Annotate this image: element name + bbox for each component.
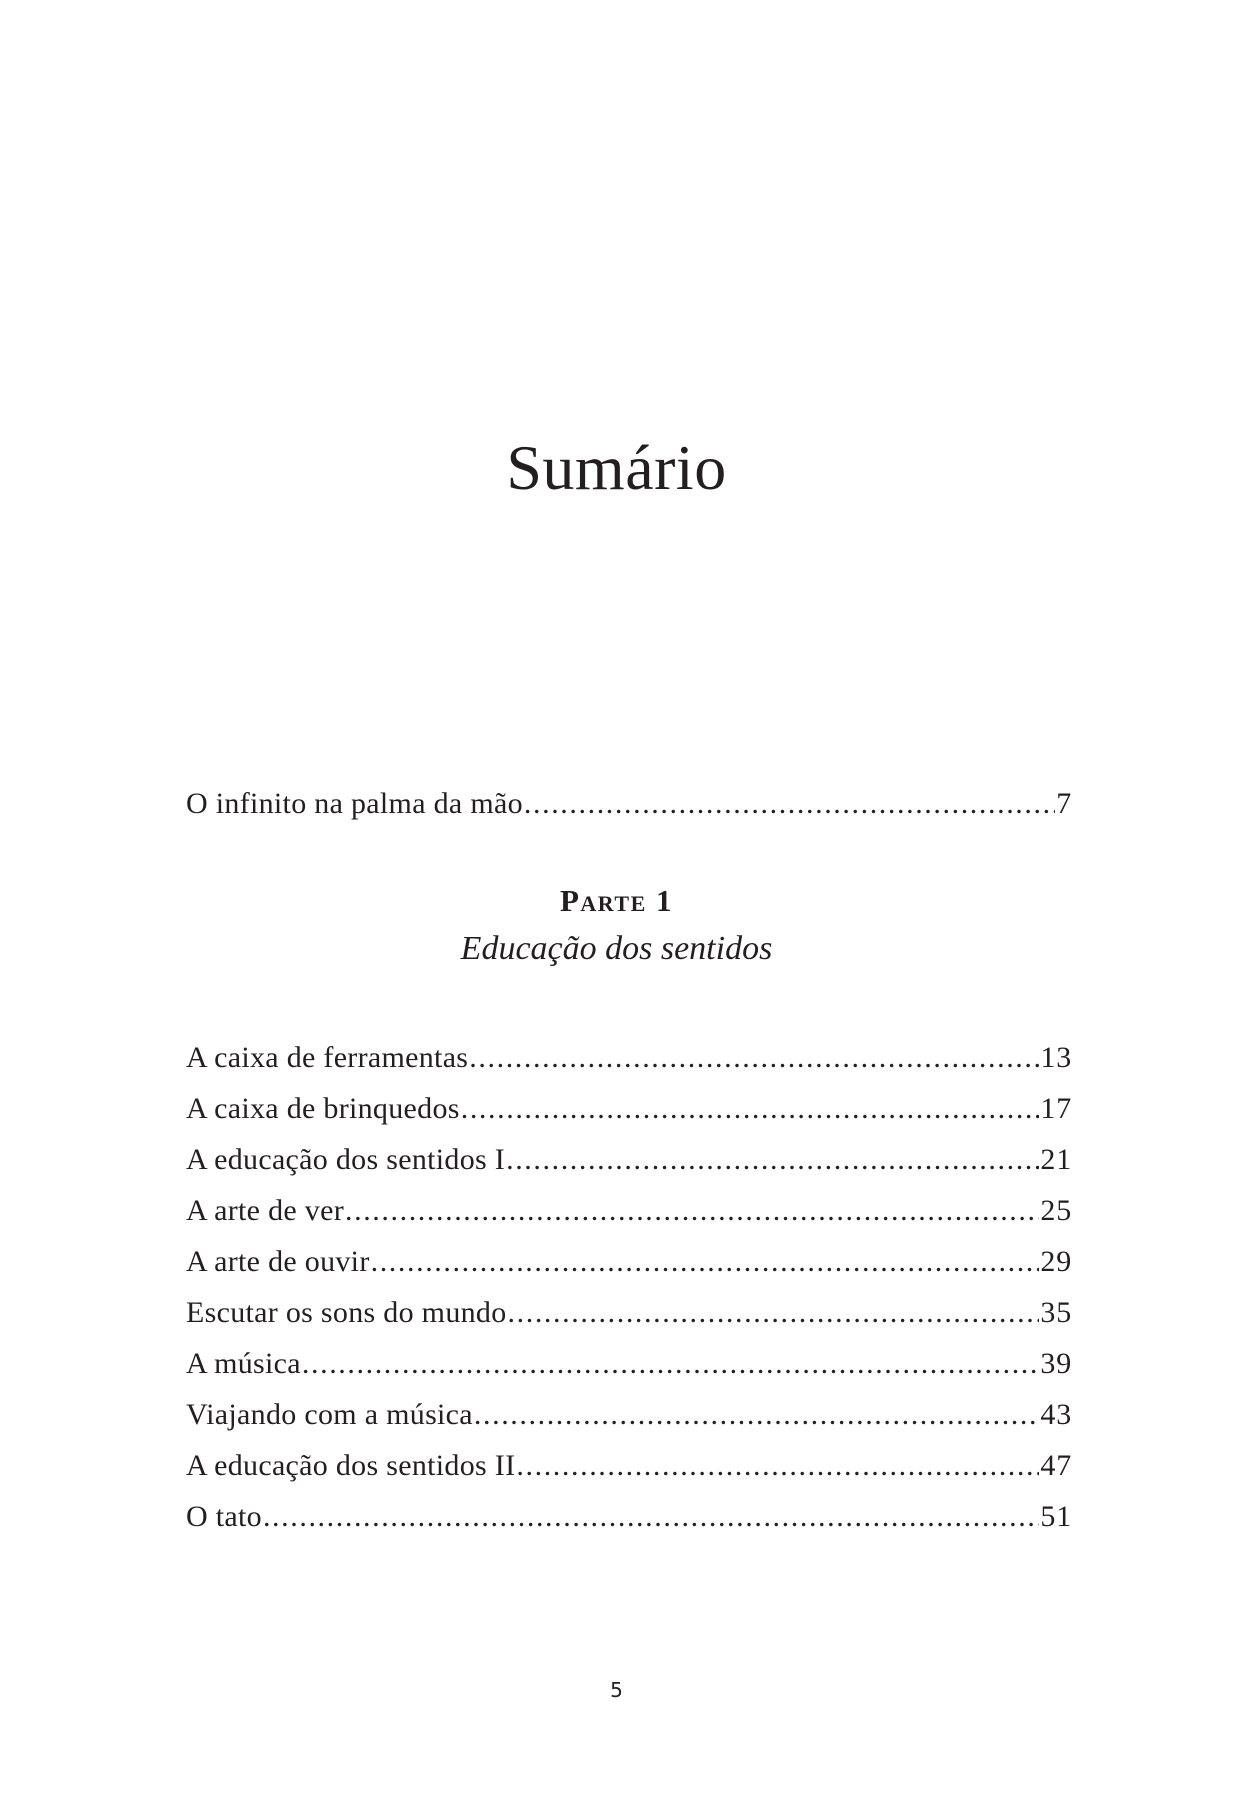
dot-leader [506, 1134, 1039, 1185]
toc-entry-label: Escutar os sons do mundo [186, 1296, 507, 1329]
toc-entry-label: A educação dos sentidos I [186, 1143, 506, 1176]
page-number: 5 [610, 1678, 623, 1702]
toc-entry [186, 1287, 1072, 1338]
dot-leader [516, 1440, 1039, 1491]
part-label: Parte 1 [559, 883, 674, 918]
toc-entry-label: A caixa de brinquedos [186, 1092, 460, 1125]
dot-leader [263, 1491, 1039, 1542]
toc-entry [186, 1185, 1072, 1236]
toc-entry [186, 1338, 1072, 1389]
toc-entry-page: 47 [1040, 1449, 1072, 1482]
toc-entry [186, 1389, 1072, 1440]
toc-entry-label: A arte de ouvir [186, 1245, 370, 1278]
toc-entry-page: 7 [1056, 787, 1072, 820]
toc-entry-label: Viajando com a música [186, 1398, 473, 1431]
part-subtitle: Educação dos sentidos [460, 930, 773, 967]
toc-entry [186, 1491, 1072, 1542]
toc-entry [186, 1134, 1072, 1185]
dot-leader [524, 778, 1055, 829]
toc-entry-label: A arte de ver [186, 1194, 344, 1227]
dot-leader [469, 1032, 1039, 1083]
dot-leader [302, 1338, 1040, 1389]
toc-entry-page: 25 [1040, 1194, 1072, 1227]
toc-entry-label: A música [186, 1347, 301, 1380]
toc-entry-label: A caixa de ferramentas [186, 1041, 469, 1074]
dot-leader [461, 1083, 1040, 1134]
toc-list [186, 1032, 1072, 1542]
dot-leader [508, 1287, 1040, 1338]
toc-intro [186, 778, 1072, 829]
toc-entry-label: A educação dos sentidos II [186, 1449, 516, 1482]
dot-leader [371, 1236, 1040, 1287]
toc-entry [186, 1236, 1072, 1287]
toc-entry-page: 21 [1040, 1143, 1072, 1176]
toc-entry [186, 1083, 1072, 1134]
part-heading [0, 878, 1233, 974]
toc-entry [186, 778, 1072, 829]
dot-leader [345, 1185, 1039, 1236]
toc-entry-page: 39 [1040, 1347, 1072, 1380]
toc-entry-label: O tato [186, 1500, 262, 1533]
toc-entry-page: 35 [1040, 1296, 1072, 1329]
toc-entry-page: 13 [1040, 1041, 1072, 1074]
toc-entry [186, 1440, 1072, 1491]
page-title: Sumário [506, 432, 727, 503]
toc-entry-label: O infinito na palma da mão [186, 787, 523, 820]
dot-leader [474, 1389, 1039, 1440]
toc-entry-page: 43 [1040, 1398, 1072, 1431]
toc-entry-page: 51 [1040, 1500, 1072, 1533]
toc-entry-page: 29 [1040, 1245, 1072, 1278]
toc-entry-page: 17 [1040, 1092, 1072, 1125]
toc-entry [186, 1032, 1072, 1083]
